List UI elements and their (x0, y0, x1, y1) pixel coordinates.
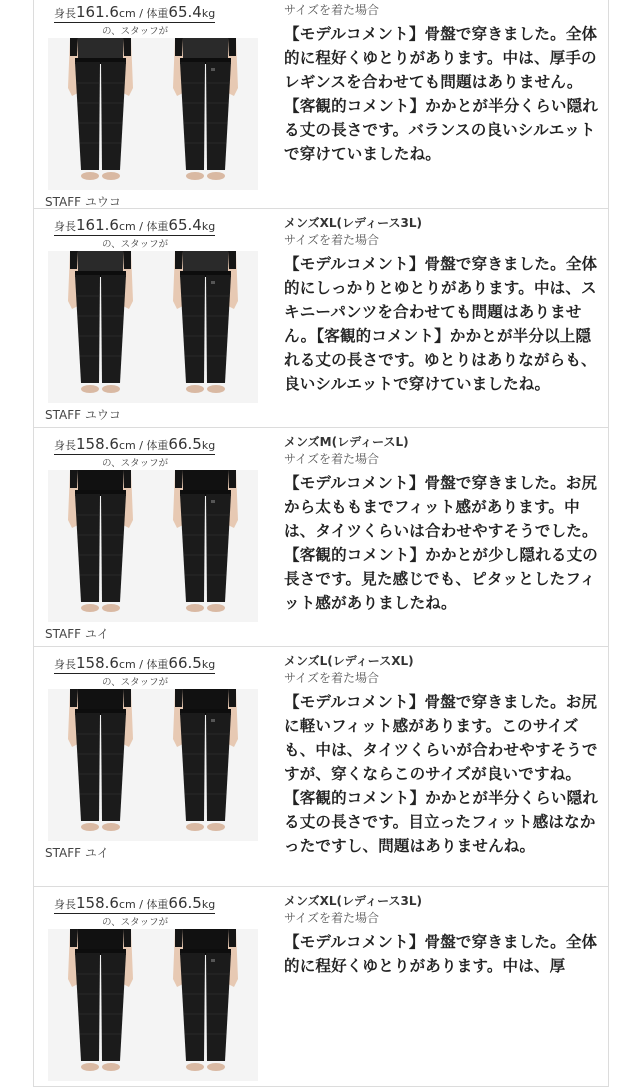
model-photos[interactable] (48, 929, 258, 1081)
weight-unit: kg (201, 220, 216, 233)
height-unit: cm (118, 439, 136, 452)
weight-value: 66.5 (168, 435, 202, 453)
staff-stats (54, 894, 215, 914)
review-row (34, 0, 608, 209)
model-comment: 【モデルコメント】骨盤で穿きました。お尻に軽いフィット感があります。このサイズも、中は、タイツくらいが合わせやすそうですが、穿くならこのサイズが良いですね。【客観的コメント】かかとが半分くらい隠れる丈の長さです。目立ったフィット感はなかったですし、問題はありませんね。 (284, 693, 599, 855)
wear-caption: サイズを着た場合 (284, 911, 380, 925)
staff-stats (54, 3, 215, 23)
height-value: 158.6 (76, 894, 119, 912)
back-view-photo[interactable] (153, 929, 258, 1081)
review-text (284, 887, 600, 978)
weight-value: 65.4 (168, 3, 202, 21)
staff-info (34, 209, 276, 427)
review-text (284, 647, 600, 858)
height-label: 身長 (54, 220, 76, 233)
review-text (284, 0, 600, 166)
wear-caption: サイズを着た場合 (284, 233, 380, 247)
wear-caption: サイズを着た場合 (284, 3, 380, 17)
height-unit: cm (118, 898, 136, 911)
staff-info (34, 0, 276, 208)
back-view-photo[interactable] (153, 251, 258, 403)
height-value: 158.6 (76, 435, 119, 453)
weight-unit: kg (201, 898, 216, 911)
of-staff-caption: の、スタッフが (102, 26, 169, 37)
size-name: メンズM(レディースL) (284, 435, 409, 449)
model-comment: 【モデルコメント】骨盤で穿きました。全体的にしっかりとゆとりがあります。中は、スキニーパンツを合わせても問題はありません。【客観的コメント】かかとが半分以上隠れる丈の長さです。ゆとりはありながらも、良いシルエットで穿けていましたね。 (284, 255, 598, 393)
staff-info (34, 428, 276, 646)
front-view-photo[interactable] (48, 470, 153, 622)
model-comment: 【モデルコメント】骨盤で穿きました。全体的に程好くゆとりがあります。中は、厚 (284, 933, 598, 975)
review-row (34, 209, 608, 428)
size-name: メンズXL(レディース3L) (284, 894, 422, 908)
of-staff-caption: の、スタッフが (102, 917, 169, 928)
weight-label: / 体重 (139, 439, 169, 452)
size-name: メンズL(レディースXL) (284, 654, 414, 668)
weight-label: / 体重 (139, 7, 169, 20)
weight-value: 66.5 (168, 654, 202, 672)
weight-value: 65.4 (168, 216, 202, 234)
review-row (34, 428, 608, 647)
wear-caption: サイズを着た場合 (284, 452, 380, 466)
weight-label: / 体重 (139, 658, 169, 671)
staff-stats (54, 435, 215, 455)
staff-name: STAFF ユイ (45, 846, 109, 860)
staff-name: STAFF ユウコ (45, 408, 121, 422)
review-text (284, 428, 600, 615)
weight-unit: kg (201, 7, 216, 20)
back-view-photo[interactable] (153, 470, 258, 622)
height-unit: cm (118, 7, 136, 20)
weight-label: / 体重 (139, 898, 169, 911)
weight-value: 66.5 (168, 894, 202, 912)
front-view-photo[interactable] (48, 251, 153, 403)
front-view-photo[interactable] (48, 929, 153, 1081)
staff-stats (54, 654, 215, 674)
of-staff-caption: の、スタッフが (102, 239, 169, 250)
height-unit: cm (118, 220, 136, 233)
review-text (284, 209, 600, 396)
model-comment: 【モデルコメント】骨盤で穿きました。全体的に程好くゆとりがあります。中は、厚手のレギンスを合わせても問題はありません。【客観的コメント】かかとが半分くらい隠れる丈の長さです。バランスの良いシルエットで穿けていましたね。 (284, 25, 599, 163)
model-photos[interactable] (48, 689, 258, 841)
height-value: 161.6 (76, 216, 119, 234)
height-label: 身長 (54, 658, 76, 671)
of-staff-caption: の、スタッフが (102, 677, 169, 688)
height-value: 161.6 (76, 3, 119, 21)
height-label: 身長 (54, 898, 76, 911)
review-row (34, 647, 608, 887)
staff-name: STAFF ユイ (45, 627, 109, 641)
height-value: 158.6 (76, 654, 119, 672)
staff-name: STAFF ユウコ (45, 195, 121, 209)
model-photos[interactable] (48, 470, 258, 622)
height-label: 身長 (54, 439, 76, 452)
of-staff-caption: の、スタッフが (102, 458, 169, 469)
size-name: メンズXL(レディース3L) (284, 216, 422, 230)
front-view-photo[interactable] (48, 689, 153, 841)
size-review-table (33, 0, 609, 1087)
weight-unit: kg (201, 439, 216, 452)
height-unit: cm (118, 658, 136, 671)
staff-stats (54, 216, 215, 236)
model-photos[interactable] (48, 38, 258, 190)
wear-caption: サイズを着た場合 (284, 671, 380, 685)
staff-info (34, 647, 276, 886)
back-view-photo[interactable] (153, 38, 258, 190)
height-label: 身長 (54, 7, 76, 20)
model-comment: 【モデルコメント】骨盤で穿きました。お尻から太ももまでフィット感があります。中は、タイツくらいは合わせやすそうでした。【客観的コメント】かかとが少し隠れる丈の長さです。見た感じでも、ピタッとしたフィット感がありましたね。 (284, 474, 599, 612)
back-view-photo[interactable] (153, 689, 258, 841)
staff-info (34, 887, 276, 1086)
weight-unit: kg (201, 658, 216, 671)
weight-label: / 体重 (139, 220, 169, 233)
front-view-photo[interactable] (48, 38, 153, 190)
model-photos[interactable] (48, 251, 258, 403)
review-row (34, 887, 608, 1087)
